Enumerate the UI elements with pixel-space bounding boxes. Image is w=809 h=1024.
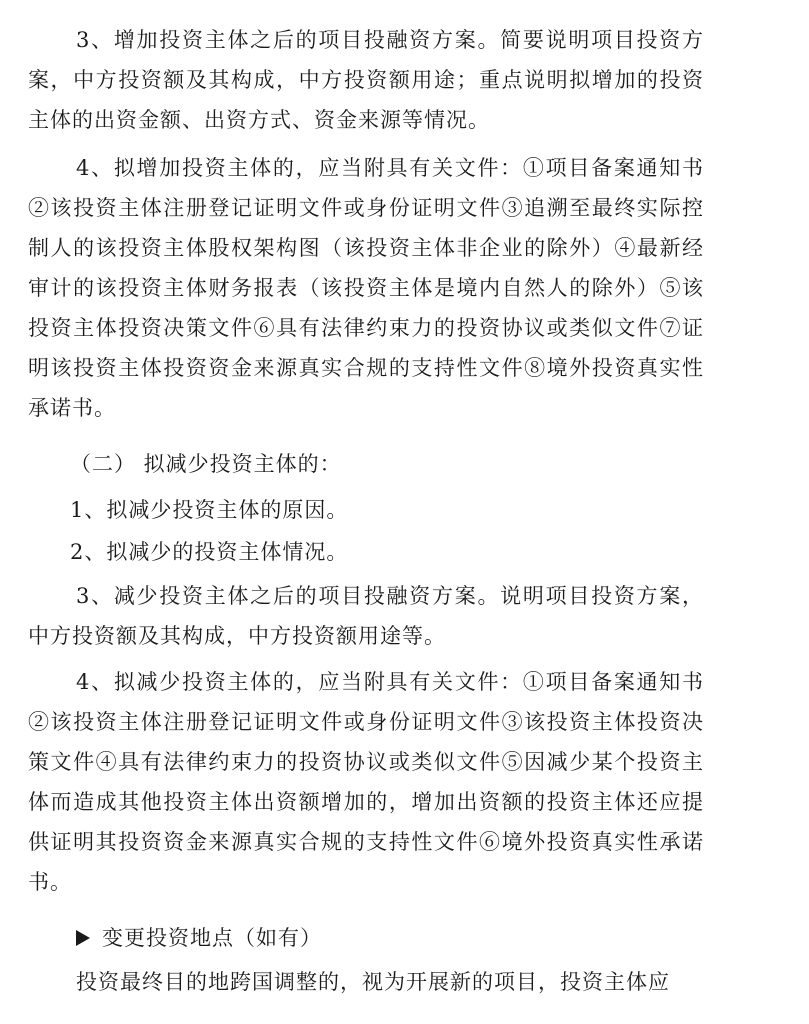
paragraph-decrease-4: 4、拟减少投资主体的，应当附具有关文件：①项目备案通知书②该投资主体注册登记证明文件或身份证明文件③该投资主体投资决策文件④具有法律约束力的投资协议或类似文件⑤因减少某个投资主体而造成其他投资主体出资额增加的，增加出资额的投资主体还应提供证明其投资资金来源真实合规的支持性文件⑥境外投资真实性承诺书。	[28, 670, 704, 894]
paragraph-increase-4: 4、拟增加投资主体的，应当附具有关文件：①项目备案通知书②该投资主体注册登记证明文件或身份证明文件③追溯至最终实际控制人的该投资主体股权架构图（该投资主体非企业的除外）④最新经审计的该投资主体财务报表（该投资主体是境内自然人的除外）⑤该投资主体投资决策文件⑥具有法律约束力的投资协议或类似文件⑦证明该投资主体投资资金来源真实合规的支持性文件⑧境外投资真实性承诺书。	[28, 156, 704, 420]
bullet-heading-text: 变更投资地点（如有）	[102, 926, 322, 950]
paragraph-decrease-3: 3、减少投资主体之后的项目投融资方案。说明项目投资方案，中方投资额及其构成，中方投资额用途等。	[28, 584, 704, 648]
paragraph-decrease-2: 2、拟减少的投资主体情况。	[70, 540, 349, 564]
paragraph-location-change: 投资最终目的地跨国调整的，视为开展新的项目，投资主体应	[76, 970, 670, 994]
paragraph-decrease-1: 1、拟减少投资主体的原因。	[70, 498, 349, 522]
arrow-bullet-icon	[76, 930, 90, 946]
paragraph-increase-3: 3、增加投资主体之后的项目投融资方案。简要说明项目投资方案，中方投资额及其构成，中方投资额用途；重点说明拟增加的投资主体的出资金额、出资方式、资金来源等情况。	[28, 28, 704, 132]
section-heading-decrease: （二） 拟减少投资主体的：	[70, 452, 342, 476]
bullet-heading-change-location	[76, 918, 322, 958]
